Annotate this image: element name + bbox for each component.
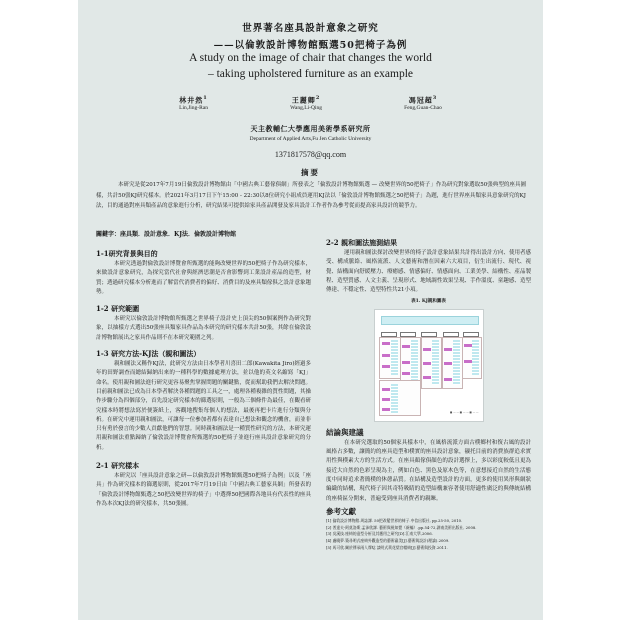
reference-item: [4] 盧曉夢.築尋明式座椅外觀造型的藝術審美[J].藝術與設計(理論).2009. xyxy=(326,538,450,544)
references-heading: 參考文獻 xyxy=(326,506,356,516)
author xyxy=(404,95,442,111)
abstract-heading: 摘要 xyxy=(301,168,320,177)
reference-item: [2] 普達夫-阿莫洛斯,孟沛欣譯. 藝術與視知覺（新編）.pp.54-72,湖南美術出版社, 2008. xyxy=(326,524,477,530)
author-name-zh: 馮冠超 xyxy=(408,95,433,105)
author xyxy=(179,95,208,111)
author-name-zh: 林井然 xyxy=(179,95,204,105)
section-body-1-3: 親和圖法又稱作KJ法，此研究方法由日本學者川喜田二郎(Kawakita Jiro)經過多年的田野調查而總結歸納出來的一種科學的數據處理方法，並以他的英文名縮寫「KJ」命名。使用親和圖法進行研究更容易聚焦掌握問題的關鍵點，從而幫助我們去解決問題。目前親和圖法已成為日本學者解決各種問題的工具之一，處理各種複雜的質性問題，其操作步驟分為四個部分，首先設定研究樣本的篩選原則，一般為三個條件為最佳，在觀看研究樣本時將想法寫於便簽紙上，客觀地搜集每個人的想法，最後再把卡片進行分類與分析。在研究中運用親和圖法，可讓每一位參加者都有表達自己想法和觀念的機會，而並非只有勇於發言的少數人貢獻他們的智慧。同時親和圖法是一種質性研究的方法，本研究運用親和圖法重點歸納了倫敦設計博覽會所甄選的50把椅子並進行座具設計意象研究的分析。 xyxy=(96,361,311,451)
section-heading-1-2: 1-2 研究範圍 xyxy=(96,304,140,314)
section-body-1-1: 本研究透過對倫敦設計博覽會所甄選的能夠改變世界的50把椅子作為研究樣本，來做設計意象研究，為探究當代社會與經濟思潮是否會影響到工業設計產品的造型，材質；透過研究樣本分析進而了解當代消費者的偏好、消費目的及座具類傢俱之設計意象趨勢。 xyxy=(96,261,311,295)
title-en-main: A study on the image of chair that changes the world xyxy=(189,52,432,64)
reference-item: [1] 倫敦設計博物館.周誌譯. 50把改變世界的椅子.中信出版社, pp.25-50, 2010. xyxy=(326,517,463,523)
author-affil-mark: 1 xyxy=(203,95,208,101)
author-name-en: Feng,Guan-Chao xyxy=(404,105,442,112)
title-zh-sub: ——以倫敦設計博物館甄選50把椅子為例 xyxy=(213,40,408,51)
section-heading-1-3: 1-3 研究方法-KJ法（親和圖法） xyxy=(96,349,201,359)
paper-page xyxy=(78,0,543,620)
section-body-2-1: 本研究以「座具設計意象之研—以倫敦設計博物館甄選50把椅子為例」以及「座具」作為研究樣本的篩選原則，從2017年7月19日由「中國古典工藝家具網」所發表的「倫敦設計博物館甄選之50把改變世界的椅子」中選擇50把國際各地具有代表性的座具作為本次KJ法的研究樣本，共50張圖。 xyxy=(96,473,311,507)
section-heading-2-1: 2-1 研究樣本 xyxy=(96,461,140,471)
section-body-1-2: 本研究以倫敦設計博物館所甄選之世界椅子設計史上頂尖的50個案例作為研究對象，以抽樣方式選出50張座具類家具作品為本研究的研究樣本共計50張，其餘在倫敦設計博物館展出之家具作品則不在本研究範圍之列。 xyxy=(96,316,311,341)
reference-list xyxy=(326,518,531,552)
kj-affinity-diagram xyxy=(374,309,484,422)
affiliation-zh: 天主教輔仁大學應用美術學系研究所 xyxy=(250,124,371,133)
author-affil-mark: 2 xyxy=(315,95,321,101)
keywords: 關鍵字：座具類．設計意象．KJ法．倫敦設計博物館 xyxy=(96,231,237,238)
contact-email: 1371817578@qq.com xyxy=(274,150,347,159)
author-name-en: Lin,Jing-Ran xyxy=(179,105,208,112)
author-name-en: Wang,Li-Qing xyxy=(290,105,322,112)
abstract-text: 本研究是從2017年7月19日倫敦設計博物館由「中國古典工藝傢俱網」所發表之「倫敦設計博物館甄選 — 改變世界的50把椅子」作為研究對象選取50張典型的座具圖樣，共計50張KJ研究樣本。於2021年3月17日下午15:00 - 22:30以8位研究小組成員運用KJ法以「倫敦設計博物館甄選之50把椅子」為題，進行世界座具類家具意象研究的KJ法，目的通過對座具類產品的意象進行分析，研究結果可提供給家具產品開發及家具設計工作者作為參考從而提高家具設計的競爭力。 xyxy=(96,182,526,209)
author-affil-mark: 3 xyxy=(432,95,438,101)
affiliation-en: Department of Applied Arts,Fu Jen Catholic University xyxy=(249,136,372,142)
author xyxy=(290,95,322,111)
left-column xyxy=(96,248,311,509)
section-heading-conclusion: 結論與建議 xyxy=(326,427,364,437)
section-body-conclusion: 在本研究選取的50個家具樣本中，在風格流派方面古樸鄉村和復古風的設計風格占多數，讓簡約的座具造型和樸實的座具設計意象，襯托目前的消費族群追求實用性與樸素大方的生活方式。在座具顏傢俱顏色的設計選擇上，多以彩度較低且更為接近大自然的色彩呈現為主，例如白色、黑色及原木色等，在意想接近自然的生活態度中同時追求著簡樸的休憩品質。在結構及造型設計的方面，更多的使用異形與網狀編織的結構，現代椅子因其奇特吸睛的造型結構兼容著使用舒適性廣泛的與傳統結構的座椅區分開來，普遍受到座具消費者的親睞。 xyxy=(326,439,531,502)
reference-item: [3] 吳溪技.座椅的造型分析及其應用之研究[D].江南大學,2006. xyxy=(326,531,433,537)
diagram-legend: ■ — — ■ — — ■ — — xyxy=(450,411,479,415)
reference-item: [5] 馬可欣.關於傳承兩人摩唸 談明式黃花梨官帽椅[J].藝術與投資.2011. xyxy=(326,545,448,551)
right-column xyxy=(326,237,531,552)
title-en-sub: – taking upholstered furniture as an example xyxy=(207,68,414,80)
title-zh-main: 世界著名座具設計意象之研究 xyxy=(242,23,379,34)
author-name-zh: 王麗卿 xyxy=(291,95,316,105)
section-heading-2-2: 2-2 親和圖法施測結果 xyxy=(326,238,398,247)
diagram-header-bar xyxy=(381,316,479,325)
section-body-2-2: 運用親和圖法探討改變世界的椅子設計意象結果共計得出設計方向、使用者感受、構成脈絡、風格流派、人文藝術和潛在因素六大項目，衍生出流行、現代、視覺、結構面向舒緩壓力、療癒感、情感偏好、情感面向、工業美學、結構性、產品製程、造型質感、人文主義、呈現形式、地域調性效果呈現、手作溫度、童趣感、造型傳達、不穩定性、造型特性共21小項。 xyxy=(326,250,532,294)
section-heading-1-1: 1-1研究背景與目的 xyxy=(96,249,158,258)
author-list xyxy=(78,95,543,111)
figure-caption: 表1. KJ親和圖表 xyxy=(411,299,446,305)
